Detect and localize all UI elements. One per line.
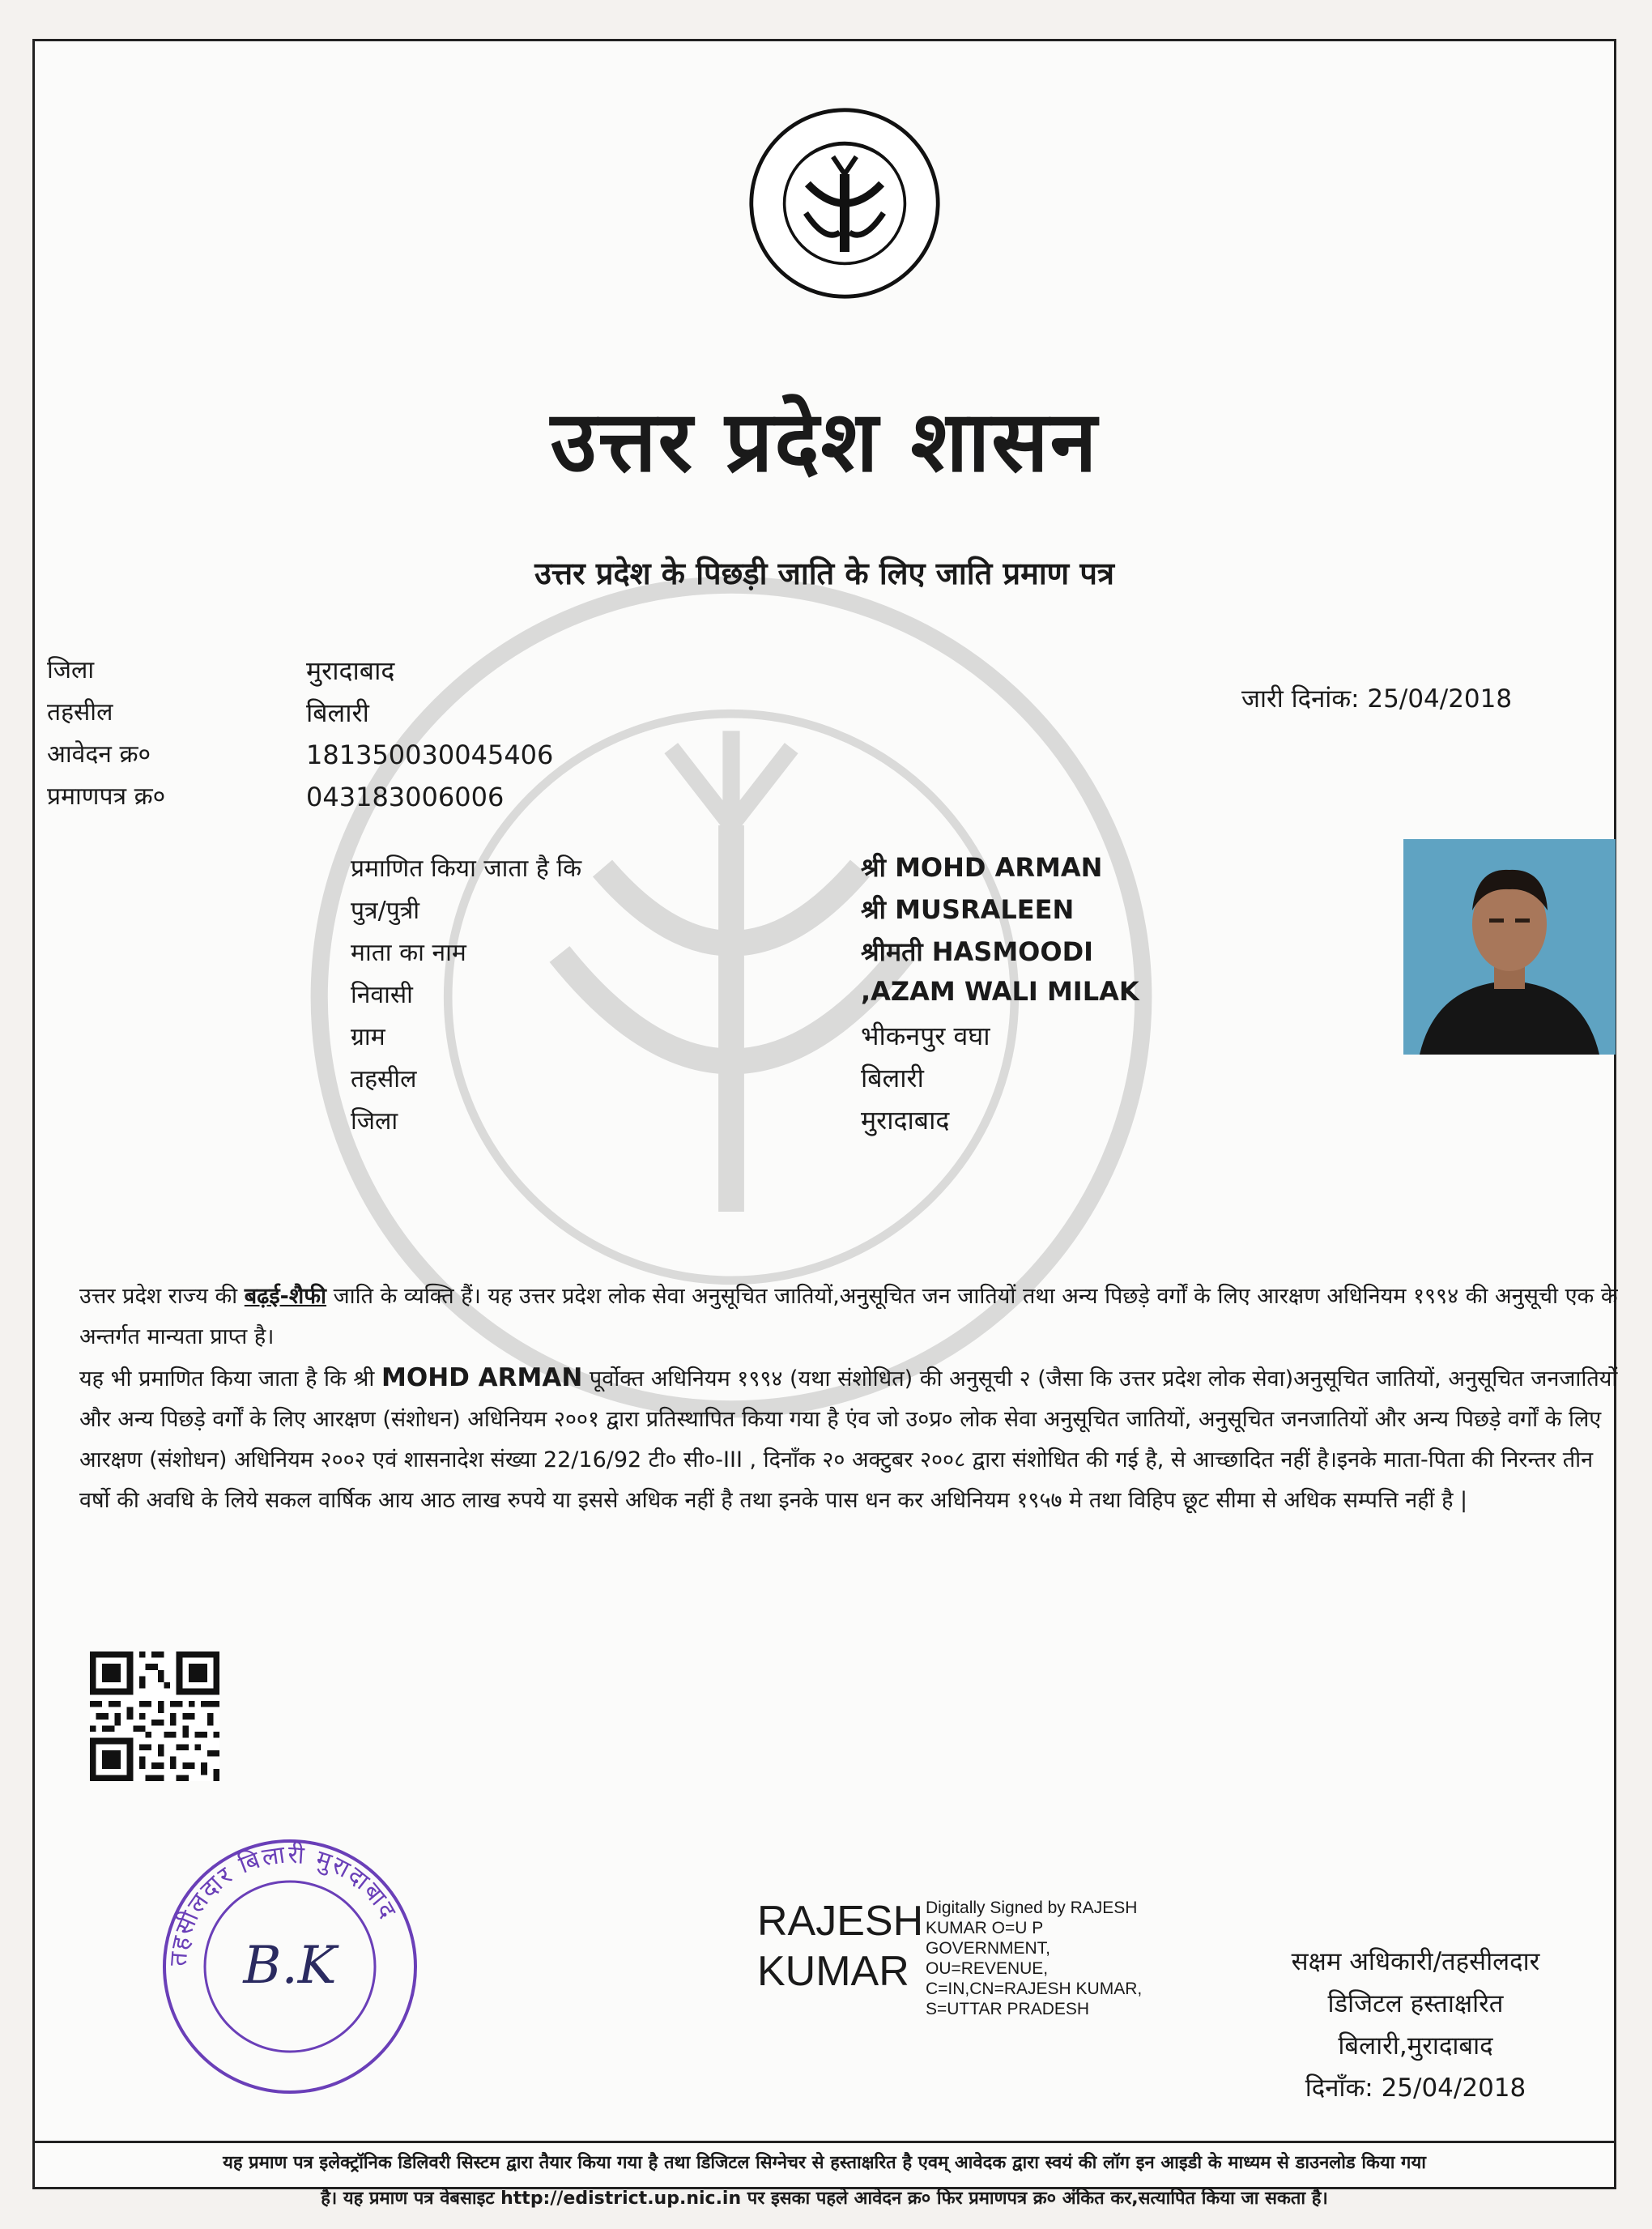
issuing-authority [1241,1941,1590,2109]
caste-paragraph [79,1276,1618,1357]
para1-end: जाति के व्यक्ति हैं। यह उत्तर प्रदेश लोक सेवा अनुसूचित जातियों,अनुसूचित जन जातियों तथा अन्य पिछड़े वर्गों के लिए आरक्षण अधिनियम १९९४ की अनुसूची एक के अन्तर्गत मान्यता प्राप्त है। [79,1284,1618,1349]
signer-first-name: RAJESH [757,1898,924,1945]
creamy-layer-paragraph [79,1357,1618,1521]
mother-name: श्रीमती HASMOODI [861,936,1094,967]
certificate-no-value: 043183006006 [306,782,505,812]
stamp-ring-text: तहसीलदार बिलारी मुरादाबाद [164,1840,402,1967]
tehsil-label-2: तहसील [351,1065,417,1093]
sig-line-1: Digitally Signed by RAJESH [926,1899,1138,1917]
district-value: मुरादाबाद [306,655,395,686]
para1-start: उत्तर प्रदेश राज्य की [79,1284,245,1309]
issue-date: जारी दिनांक: 25/04/2018 [1241,684,1513,714]
stamp-initials: B.K [243,1936,337,1996]
village-value: भीकनपुर वघा [861,1021,990,1051]
authority-designation: सक्षम अधिकारी/तहसीलदार [1291,1947,1540,1976]
digital-signature-details [926,1898,1142,2019]
signer-last-name: KUMAR [757,1948,909,1995]
village-label: ग्राम [351,1023,385,1051]
certified-that-label: प्रमाणित किया जाता है कि [351,855,582,883]
para2-start: यह भी प्रमाणित किया जाता है कि श्री [79,1366,382,1392]
official-stamp [156,1833,424,2100]
certificate-body [79,1276,1618,1521]
sig-line-4: OU=REVENUE, [926,1959,1049,1978]
application-no-label: आवेदन क्र० [47,740,151,769]
footer-line-1: यह प्रमाण पत्र इलेक्ट्रॉनिक डिलिवरी सिस्टम द्वारा तैयार किया गया है तथा डिजिटल सिग्नेचर से हस्ताक्षरित है एवम् आवेदक द्वारा स्वयं की लॉग इन आइडी के माध्यम से डाउनलोड किया गया [223,2153,1426,2173]
footer-divider [35,2141,1614,2143]
signer-name [757,1896,923,1997]
qr-code [90,1652,219,1781]
authority-place: बिलारी,मुरादाबाद [1338,2031,1493,2061]
father-name: श्री MUSRALEEN [861,894,1075,925]
district-label: जिला [47,656,95,684]
district-value-2: मुरादाबाद [861,1105,950,1136]
applicant-name-inline: MOHD ARMAN [381,1363,583,1392]
para2-end: पूर्वोक्त अधिनियम १९९४ (यथा संशोधित) की अनुसूची २ (जैसा कि उत्तर प्रदेश लोक सेवा)अनुसूचित जातियों, अनुसूचित जनजातियों और अन्य पिछड़े वर्गों के लिए आरक्षण (संशोधन) अधिनियम २००१ द्वारा प्रतिस्थापित किया गया है एंव जो उ०प्र० लोक सेवा अनुसूचित जातियों, अनुसूचित जनजातियों और अन्य पिछड़े वर्गों के लिए आरक्षण (संशोधन) अधिनियम २००२ एवं शासनादेश संख्या 22/16/92 टी० सी०-III , दिनाँक २० अक्टुबर २००८ द्वारा संशोधित की गई है, से आच्छादित नहीं है।इनके माता-पिता की निरन्तर तीन वर्षो की अवधि के लिये सकल वार्षिक आय आठ लाख रुपये या इससे अधिक नहीं है तथा इनके पास धन कर अधिनियम १९५७ मे तथा विहिप छूट सीमा से अधिक सम्पत्ति नहीं है | [79,1366,1618,1513]
sig-line-2: KUMAR O=U P [926,1919,1044,1937]
person-labels [351,853,581,1148]
district-label-2: जिला [351,1107,398,1136]
applicant-name: श्री MOHD ARMAN [861,852,1103,883]
certificate-subtitle: उत्तर प्रदेश के पिछड़ी जाति के लिए जाति प्रमाण पत्र [534,556,1114,591]
tehsil-value: बिलारी [306,697,369,728]
footer-line-2: है। यह प्रमाण पत्र वेबसाइट http://edistrict.up.nic.in पर इसका पहले आवेदन क्र० फिर प्रमाणपत्र क्र० अंकित कर,सत्यापित किया जा सकता है। [321,2189,1328,2209]
person-values [861,850,1139,1144]
sig-line-3: GOVERNMENT, [926,1939,1051,1958]
tehsil-value-2: बिलारी [861,1063,924,1093]
resident-value: ,AZAM WALI MILAK [861,976,1139,1007]
person-silhouette-icon [1403,839,1616,1055]
certificate-sheet [32,39,1618,2209]
details-values [306,654,553,813]
certificate-no-label: प्रमाणपत्र क्र० [47,782,166,811]
sig-line-6: S=UTTAR PRADESH [926,2000,1090,2018]
son-daughter-label: पुत्र/पुत्री [351,897,420,925]
main-title: उत्तर प्रदेश शासन [550,391,1099,491]
footer-note [35,2146,1614,2217]
mother-name-label: माता का नाम [351,939,466,967]
digitally-signed-text: डिजिटल हस्ताक्षरित [1327,1989,1504,2018]
sig-line-5: C=IN,CN=RAJESH KUMAR, [926,1980,1143,1998]
tehsil-label: तहसील [47,698,113,727]
authority-date: दिनाँक: 25/04/2018 [1305,2073,1526,2103]
details-labels [47,654,165,813]
up-government-emblem [747,106,942,300]
resident-label: निवासी [351,981,413,1009]
caste-name: बढ़ई-शैफी [244,1284,327,1309]
applicant-photo [1403,839,1616,1055]
application-no-value: 181350030045406 [306,739,554,770]
